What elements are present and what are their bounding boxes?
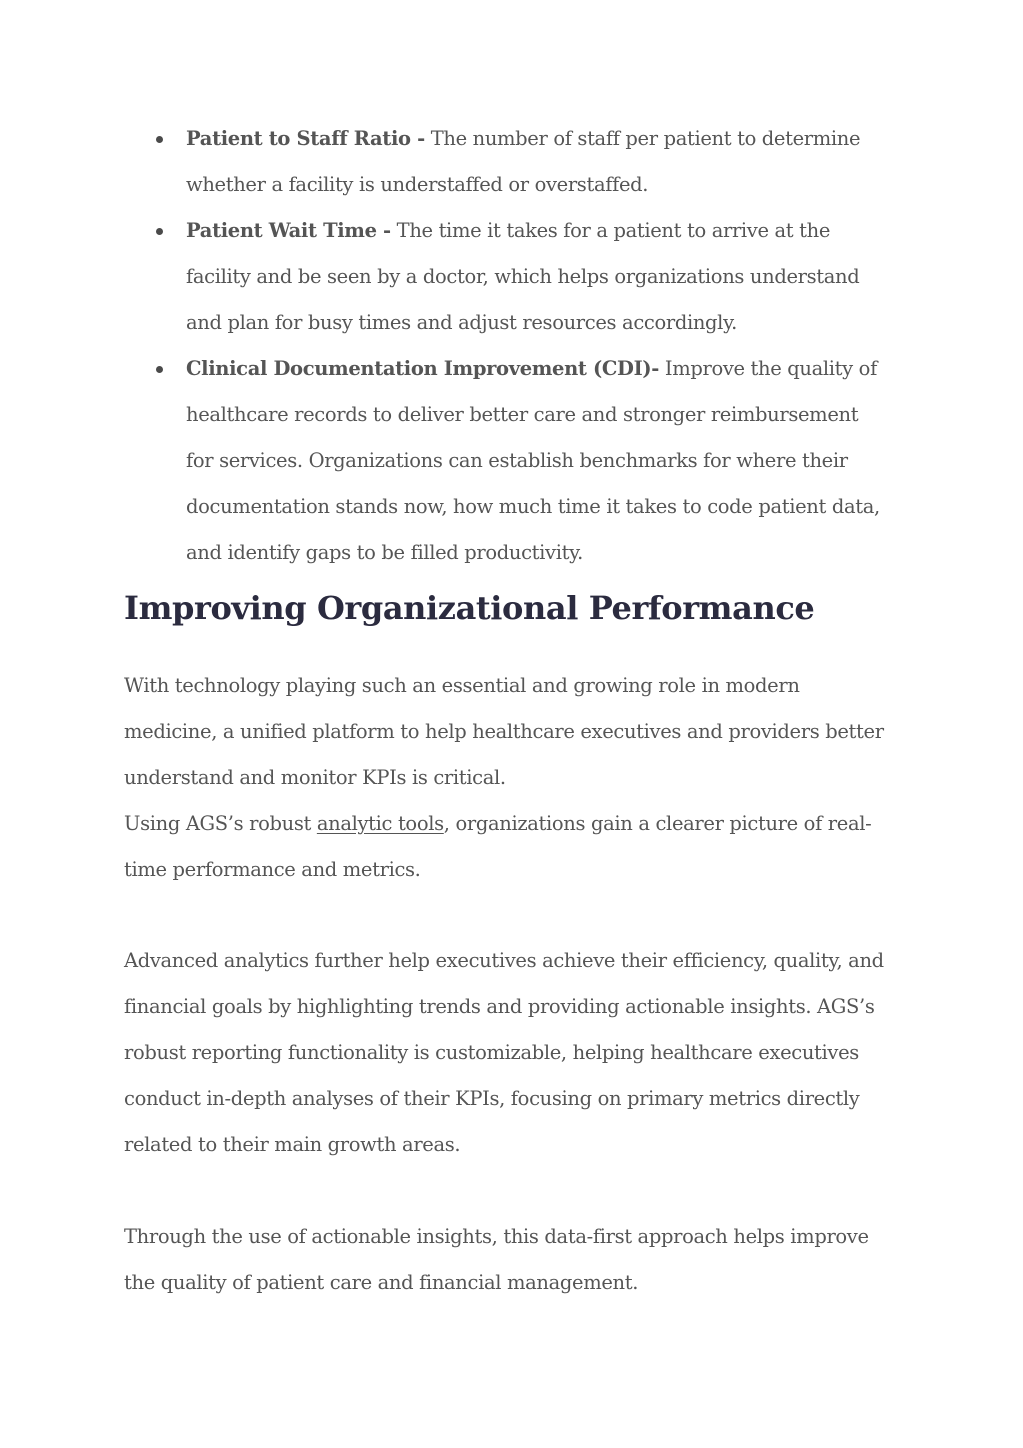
list-item xyxy=(186,346,886,576)
paragraph-advanced-analytics: Advanced analytics further help executives achieve their efficiency, quality, and financial goals by highlighting trends and providing actionable insights. AGS’s robust reporting functionality is customizable, helping healthcare executives conduct in-depth analyses of their KPIs, focusing on primary metrics directly related to their main growth areas. xyxy=(124,949,884,1156)
bullet-description: The number of staff per patient to determine whether a facility is understaffed or overstaffed. xyxy=(186,127,861,196)
bullet-description: The time it takes for a patient to arrive at the facility and be seen by a doctor, which helps organizations understand and plan for busy times and adjust resources accordingly. xyxy=(186,219,860,334)
analytic-tools-link[interactable]: analytic tools xyxy=(316,812,444,835)
paragraph-actionable-insights: Through the use of actionable insights, this data-first approach helps improve the quality of patient care and financial management. xyxy=(124,1225,869,1294)
list-item xyxy=(186,116,886,208)
bullet-term: Patient to Staff Ratio - xyxy=(186,127,425,150)
paragraph-technology: With technology playing such an essential and growing role in modern medicine, a unified platform to help healthcare executives and providers better understand and monitor KPIs is critical. xyxy=(124,674,884,789)
bullet-icon xyxy=(156,366,163,373)
kpi-bullet-list xyxy=(186,116,886,576)
bullet-description: Improve the quality of healthcare records to deliver better care and stronger reimbursement for services. Organizations can establish benchmarks for where their documentation stands now, how much time it takes to code patient data, and identify gaps to be filled productivity. xyxy=(186,357,880,564)
bullet-icon xyxy=(156,136,163,143)
bullet-icon xyxy=(156,228,163,235)
paragraph-text: , organizations gain a clearer picture of real-time performance and metrics. xyxy=(124,812,872,881)
bullet-term: Patient Wait Time - xyxy=(186,219,391,242)
list-item xyxy=(186,208,886,346)
paragraph-analytic-tools xyxy=(124,801,894,893)
section-heading: Improving Organizational Performance xyxy=(124,589,815,627)
paragraph-text: Using AGS’s robust xyxy=(124,812,317,835)
bullet-term: Clinical Documentation Improvement (CDI)- xyxy=(186,357,660,380)
